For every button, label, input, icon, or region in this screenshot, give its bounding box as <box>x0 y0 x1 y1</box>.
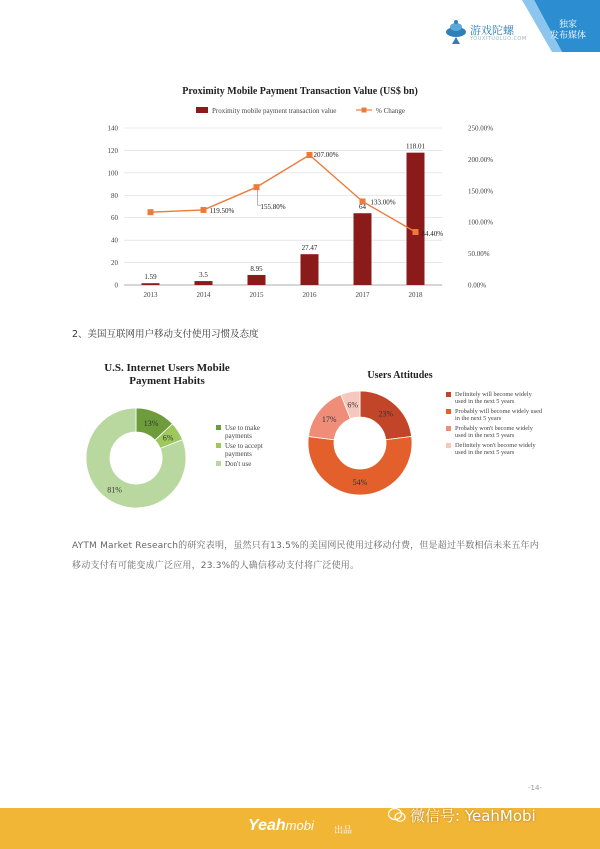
x-axis-tick: 2018 <box>408 291 423 299</box>
header-logo-text: 游戏陀螺 <box>470 24 514 37</box>
line-point <box>148 209 154 215</box>
line-point <box>201 207 207 213</box>
left-axis-tick: 40 <box>111 236 118 245</box>
slice-label: 13% <box>143 419 159 429</box>
left-axis-tick: 20 <box>111 259 118 268</box>
line-value-label: 119.50% <box>209 206 235 215</box>
legend-label: Use to accept payments <box>225 442 263 458</box>
percent-change-line <box>151 155 416 232</box>
header-logo-subtext: YOUXITUOLUO.COM <box>470 36 527 42</box>
section-title: 2、美国互联网用户移动支付使用习惯及态度 <box>72 329 259 340</box>
legend-label: Definitely won't become widely used in the next 5 years <box>455 441 536 456</box>
legend-item <box>446 391 543 405</box>
left-axis-tick: 140 <box>107 124 118 133</box>
slice-label: 17% <box>321 415 337 425</box>
bar-2018 <box>407 153 425 285</box>
header-banner-text <box>548 20 588 42</box>
legend-label: Don't use <box>225 460 252 468</box>
right-axis-tick: 250.00% <box>468 124 494 133</box>
wechat-icon <box>388 807 406 823</box>
bar-value-label: 1.59 <box>144 273 157 282</box>
legend-item <box>216 442 277 458</box>
slice-label: 6% <box>162 433 174 443</box>
legend-label: Definitely will become widely used in the next 5 years <box>455 391 532 406</box>
banner-line-2: 发布媒体 <box>549 31 586 41</box>
legend-line-marker <box>362 108 367 113</box>
legend-item <box>216 424 277 440</box>
x-axis-tick: 2017 <box>355 291 370 299</box>
legend-label: Probably won't become widely used in the next 5 years <box>455 424 533 440</box>
chart3-legend <box>446 391 543 459</box>
line-point <box>307 152 313 158</box>
wechat-id-text <box>390 805 536 826</box>
brand-main: Yeah <box>248 817 286 834</box>
legend-item <box>446 408 543 422</box>
x-axis-tick: 2015 <box>249 291 264 299</box>
line-value-label: 133.00% <box>370 198 396 207</box>
bar-value-label: 64 <box>359 203 366 212</box>
line-value-label: 84.40% <box>421 229 444 238</box>
chart2-legend <box>216 424 277 470</box>
legend-label: Use to make payments <box>225 424 260 440</box>
chart2-donut-chart <box>0 390 230 520</box>
slice-label: 54% <box>352 478 368 487</box>
left-axis-tick: 100 <box>107 169 118 178</box>
legend-item <box>446 425 543 439</box>
right-axis-tick: 0.00% <box>468 281 487 290</box>
right-axis-tick: 50.00% <box>468 250 490 259</box>
brand-sub: mobi <box>285 818 314 833</box>
bar-2015 <box>248 275 266 285</box>
left-axis-tick: 80 <box>111 191 118 200</box>
left-axis-tick: 0 <box>114 281 118 290</box>
right-axis-tick: 200.00% <box>468 155 494 164</box>
line-point <box>254 184 260 190</box>
body-paragraph: AYTM Market Research的研究表明，虽然只有13.5%的美国网民使用过移动付费，但是超过半数相信未来五年内移动支付有可能变成广泛应用，23.3%的人确信移动支付将广泛使用。 <box>72 541 539 571</box>
bar-2016 <box>301 254 319 285</box>
legend-label: Probably will become widely used in the next 5 years <box>455 407 543 423</box>
line-value-label: 207.00% <box>313 151 339 160</box>
wechat-label: 微信号: YeahMobi <box>410 807 536 825</box>
slice-label: 23% <box>378 409 394 419</box>
right-axis-tick: 100.00% <box>468 218 494 227</box>
bar-value-label: 3.5 <box>199 271 208 280</box>
left-axis-tick: 60 <box>111 214 118 223</box>
chart3-donut-chart <box>290 385 440 505</box>
bar-2013 <box>142 283 160 285</box>
legend-line-label: % Change <box>376 107 405 115</box>
page-number: -14- <box>528 784 542 792</box>
footer-publish-text: 出品 <box>334 826 353 836</box>
footer-brand-logo <box>248 817 314 835</box>
chart1-combo-chart <box>0 100 600 305</box>
left-axis-tick: 120 <box>107 146 118 155</box>
slice-label: 81% <box>107 485 122 495</box>
legend-bar-label: Proximity mobile payment transaction value <box>212 107 337 115</box>
banner-line-1: 独家 <box>558 20 577 30</box>
bar-value-label: 27.47 <box>301 244 318 253</box>
line-point <box>413 229 419 235</box>
x-axis-tick: 2013 <box>143 291 158 299</box>
slice-label: 6% <box>347 400 359 410</box>
x-axis-tick: 2016 <box>302 291 317 299</box>
chart3-title: Users Attitudes <box>367 370 433 381</box>
bar-2017 <box>354 213 372 285</box>
chart2-title: U.S. Internet Users Mobile Payment Habits <box>104 362 230 387</box>
legend-bar-swatch <box>196 107 208 113</box>
x-axis-tick: 2014 <box>196 291 211 299</box>
legend-item <box>216 460 277 468</box>
right-axis-tick: 150.00% <box>468 187 494 196</box>
bar-value-label: 118.01 <box>406 142 425 151</box>
chart1-title: Proximity Mobile Payment Transaction Value (US$ bn) <box>182 86 418 97</box>
line-value-label: 155.80% <box>260 203 286 212</box>
bar-2014 <box>195 281 213 285</box>
legend-item <box>446 442 543 456</box>
bar-value-label: 8.95 <box>250 264 263 273</box>
